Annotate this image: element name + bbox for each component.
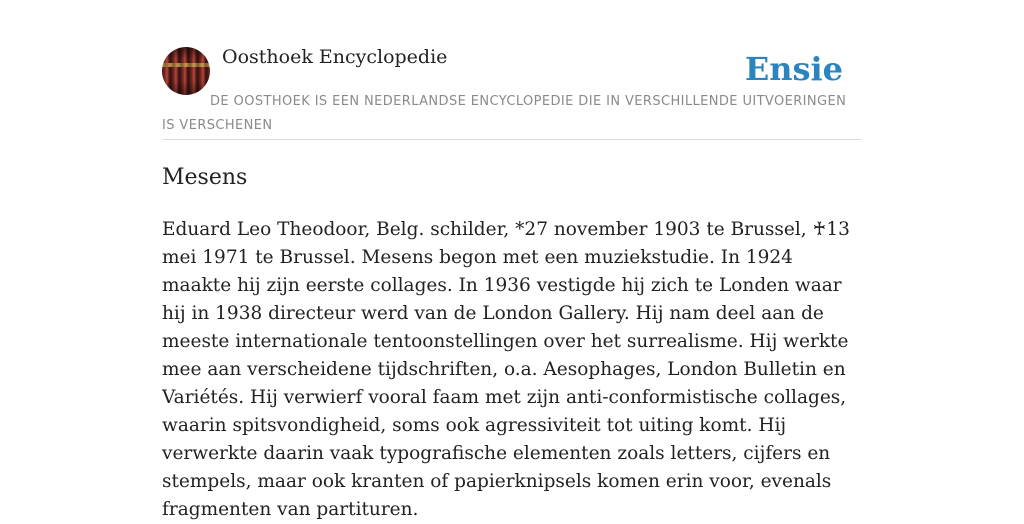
- site-tagline: DE OOSTHOEK IS EEN NEDERLANDSE ENCYCLOPEDIE DIE IN VERSCHILLENDE UITVOERINGEN IS VERSCHENEN: [162, 94, 847, 133]
- article-body: Eduard Leo Theodoor, Belg. schilder, *27 november 1903 te Brussel, ♰13 mei 1971 te Brussel. Mesens begon met een muziekstudie. In 1924 maakte hij zijn eerste collages. In 1936 vestigde hij zich te Londen waar hij in 1938 directeur werd van de London Gallery. Hij nam deel aan de meeste internationale tentoonstellingen over het surrealisme. Hij werkte mee aan verscheidene tijdschriften, o.a. Aesophages, London Bulletin en Variétés. Hij verwierf vooral faam met zijn anti-conformistische collages, waarin spitsvondigheid, soms ook agressiviteit tot uiting komt. Hij verwerkte daarin vaak typografische elementen zoals letters, cijfers en stempels, maar ook kranten of papierknipsels komen erin voor, evenals fragmenten van partituren.: [162, 219, 850, 520]
- book-spines-icon[interactable]: [162, 47, 210, 95]
- site-title[interactable]: Oosthoek Encyclopedie: [222, 46, 448, 68]
- ensie-logo[interactable]: Ensie: [744, 50, 843, 88]
- article-title: Mesens: [162, 165, 248, 190]
- header-divider: [162, 139, 862, 140]
